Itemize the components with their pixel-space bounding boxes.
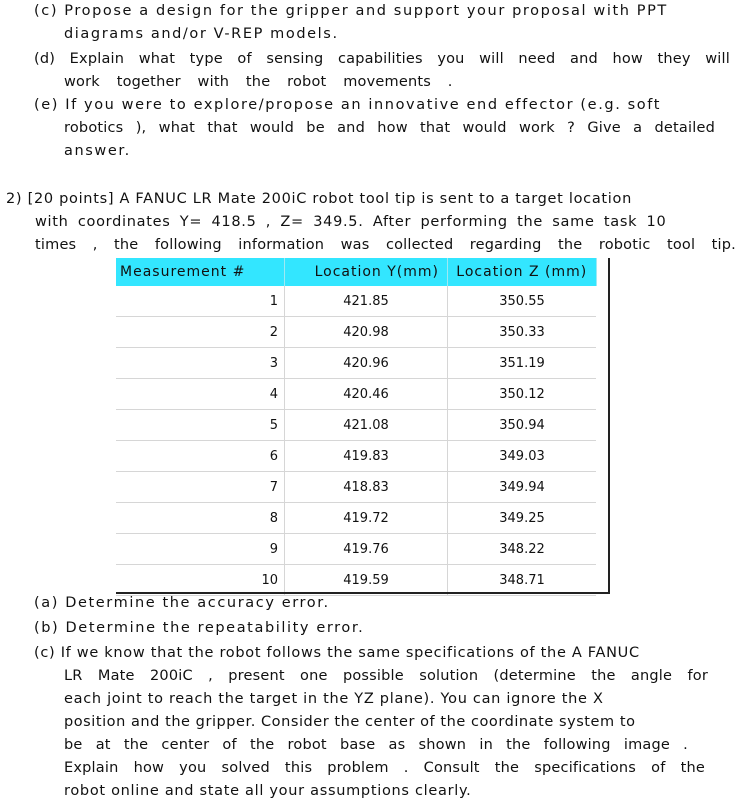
table-row: [116, 317, 596, 348]
cell-location-z: 349.03: [448, 441, 597, 472]
cell-location-z: 350.33: [448, 317, 597, 348]
subquestion-b: (b) Determine the repeatability error.: [34, 620, 365, 636]
question2-line3: times , the following information was collected regarding the robotic tool tip.: [35, 237, 736, 253]
prev-part-d-line2: work together with the robot movements .: [64, 74, 453, 90]
cell-location-z: 350.55: [448, 286, 597, 317]
measurement-table: [116, 258, 597, 596]
cell-location-z: 348.22: [448, 534, 597, 565]
table-row: [116, 534, 596, 565]
question2-line1: 2) [20 points] A FANUC LR Mate 200iC robot tool tip is sent to a target location: [6, 191, 632, 207]
cell-location-y: 420.98: [285, 317, 448, 348]
header-measurement: Measurement #: [116, 258, 285, 286]
subquestion-c-line1: (c) If we know that the robot follows the same specifications of the A FANUC: [34, 645, 640, 661]
cell-location-z: 350.94: [448, 410, 597, 441]
cell-location-z: 349.25: [448, 503, 597, 534]
cell-location-y: 418.83: [285, 472, 448, 503]
cell-location-y: 419.83: [285, 441, 448, 472]
prev-part-c-line1: (c) Propose a design for the gripper and support your proposal with PPT: [34, 3, 668, 19]
cell-measurement: 8: [116, 503, 285, 534]
cell-measurement: 5: [116, 410, 285, 441]
cell-location-y: 419.76: [285, 534, 448, 565]
table-row: [116, 472, 596, 503]
cell-location-z: 350.12: [448, 379, 597, 410]
header-location-z: Location Z (mm): [448, 258, 597, 286]
subquestion-c-line6: Explain how you solved this problem . Consult the specifications of the: [64, 760, 705, 776]
prev-part-e-line2: robotics ), what that would be and how that would work ? Give a detailed: [64, 120, 715, 136]
cell-measurement: 4: [116, 379, 285, 410]
subquestion-c-line2: LR Mate 200iC , present one possible solution (determine the angle for: [64, 668, 708, 684]
question2-line2: with coordinates Y= 418.5 , Z= 349.5. After performing the same task 10: [35, 214, 667, 230]
prev-part-c-line2: diagrams and/or V-REP models.: [64, 26, 339, 42]
cell-location-z: 351.19: [448, 348, 597, 379]
table-row: [116, 379, 596, 410]
subquestion-c-line5: be at the center of the robot base as shown in the following image .: [64, 737, 688, 753]
cell-location-y: 420.46: [285, 379, 448, 410]
cell-location-y: 419.59: [285, 565, 448, 596]
cell-measurement: 7: [116, 472, 285, 503]
subquestion-a: (a) Determine the accuracy error.: [34, 595, 330, 611]
prev-part-d-line1: (d) Explain what type of sensing capabilities you will need and how they will: [34, 51, 730, 67]
cell-location-z: 348.71: [448, 565, 597, 596]
table-row: [116, 503, 596, 534]
prev-part-e-line1: (e) If you were to explore/propose an innovative end effector (e.g. soft: [34, 97, 661, 113]
cell-measurement: 1: [116, 286, 285, 317]
cell-measurement: 9: [116, 534, 285, 565]
cell-location-y: 421.08: [285, 410, 448, 441]
cell-measurement: 3: [116, 348, 285, 379]
subquestion-c-line3: each joint to reach the target in the YZ plane). You can ignore the X: [64, 691, 604, 707]
cell-measurement: 6: [116, 441, 285, 472]
cell-measurement: 2: [116, 317, 285, 348]
table-row: [116, 441, 596, 472]
table-row: [116, 565, 596, 596]
cell-location-z: 349.94: [448, 472, 597, 503]
table-header-row: [116, 258, 596, 286]
header-location-y: Location Y(mm): [285, 258, 448, 286]
prev-part-e-line3: answer.: [64, 143, 131, 159]
subquestion-c-line4: position and the gripper. Consider the center of the coordinate system to: [64, 714, 636, 730]
cell-location-y: 421.85: [285, 286, 448, 317]
table-row: [116, 410, 596, 441]
subquestion-c-line7: robot online and state all your assumptions clearly.: [64, 783, 472, 799]
cell-location-y: 419.72: [285, 503, 448, 534]
cell-location-y: 420.96: [285, 348, 448, 379]
table-row: [116, 286, 596, 317]
cell-measurement: 10: [116, 565, 285, 596]
table-row: [116, 348, 596, 379]
